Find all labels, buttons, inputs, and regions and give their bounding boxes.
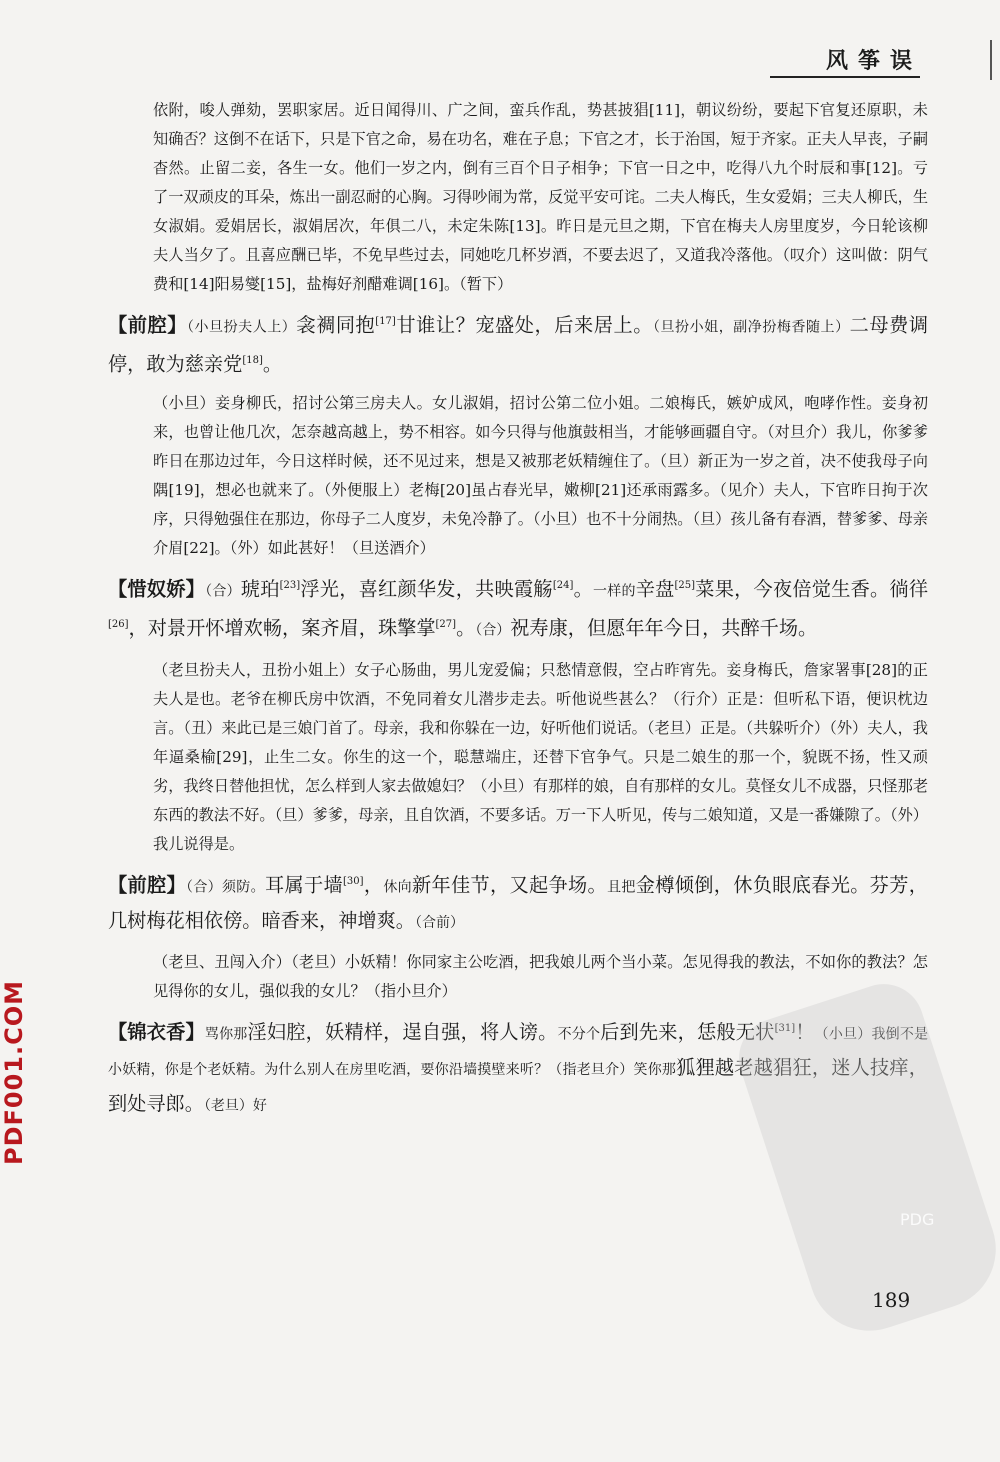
stage-direction: （小旦扮夫人上） — [186, 319, 297, 336]
lyric: 后到先来，恁般无状 — [600, 1020, 775, 1044]
aria-2 — [108, 569, 928, 648]
lyric: ，对景开怀增欢畅，案齐眉，珠擎掌 — [128, 616, 436, 640]
corner-mark — [972, 40, 992, 80]
stage-direction: 一样的 — [593, 583, 636, 600]
page-content — [108, 96, 928, 1131]
footnote-marker: [23] — [279, 579, 301, 591]
lyric: 。 — [456, 616, 476, 640]
lyric: 耳属于墙 — [264, 872, 343, 896]
lyric: 。 — [573, 577, 593, 601]
stage-direction: 不分个 — [557, 1026, 601, 1043]
stage-direction: （合）须防。 — [186, 878, 265, 895]
stage-direction: （老旦）好 — [203, 1098, 267, 1115]
watermark-text: PDF001.COM — [0, 979, 28, 1165]
stage-direction: （合） — [475, 622, 511, 639]
stage-direction: 且把 — [607, 878, 636, 895]
footnote-marker: [31] — [774, 1022, 796, 1034]
lyric: 新年佳节，又起争场。 — [411, 872, 608, 896]
lyric: 狐狸越老越猖狂，迷人技痒，到处寻郎。 — [108, 1056, 928, 1116]
lyric: 二母费调停，敢为慈亲党 — [108, 313, 929, 376]
tune-title: 【惜奴娇】 — [108, 577, 206, 601]
prose-paragraph-4: （老旦、丑闯入介）（老旦）小妖精！你同家主公吃酒，把我娘儿两个当小菜。怎见得我的教法，不如你的教法？怎见得你的女儿，强似我的女儿？（指小旦介） — [153, 952, 928, 1000]
footnote-marker: [25] — [674, 579, 696, 591]
lyric: ！ — [795, 1020, 815, 1044]
header-rule — [770, 76, 920, 78]
aria-1 — [108, 305, 928, 381]
footnote-marker: [26] — [108, 619, 129, 631]
aria-3 — [108, 865, 928, 940]
footnote-marker: [18] — [242, 355, 263, 367]
prose-paragraph-3: （老旦扮夫人，丑扮小姐上）女子心肠曲，男儿宠爱偏；只愁情意假，空占昨宵先。妾身梅氏，詹家署事[28]的正夫人是也。老爷在柳氏房中饮酒，不免同着女儿潜步走去。听他说些甚么？（行介）正是：但听私下语，便识枕边言。（丑）来此已是三娘门首了。母亲，我和你躲在一边，好听他们说话。（老旦）正是。（共躲听介）（外）夫人，我年逼桑榆[29]，止生二女。你生的这一个，聪慧端庄，还替下官争气。只是二娘生的那一个，貌既不扬，性又顽劣，我终日替他担忧，怎么样到人家去做媳妇？（小旦）有那样的娘，自有那样的女儿。莫怪女儿不成器，只怪那老东西的教法不好。（旦）爹爹，母亲，且自饮酒，不要多话。万一下人听见，传与二娘知道，又是一番嫌隙了。（外）我儿说得是。 — [153, 660, 928, 853]
lyric: 祝寿康，但愿年年今日，共醉千场。 — [510, 616, 818, 640]
tune-title: 【前腔】 — [108, 313, 187, 337]
stage-direction: （小旦）我倒不是小妖精，你是个老妖精。为什么别人在房里吃酒，要你沿墙摸壁来听？（指老旦介）笑你那 — [108, 1026, 929, 1079]
lyric: ， — [363, 872, 384, 896]
stage-direction: 骂你那 — [204, 1026, 248, 1043]
seal-text: PDG — [900, 1210, 935, 1229]
footnote-marker: [24] — [552, 579, 574, 591]
lyric: 淫妇腔，妖精样，逞自强，将人谤。 — [247, 1020, 558, 1044]
lyric: 菜果，今夜倍觉生香。徜徉 — [695, 577, 929, 601]
stage-direction: （旦扮小姐，副净扮梅香随上） — [652, 319, 850, 336]
lyric: 金樽倾倒，休负眼底春光。芬芳，几树梅花相依傍。暗香来，神增爽。 — [108, 872, 928, 932]
lyric: 。 — [262, 352, 283, 376]
lyric: 琥珀 — [240, 577, 280, 601]
header-title: 风筝误 — [825, 48, 922, 74]
prose-paragraph-2: （小旦）妾身柳氏，招讨公第三房夫人。女儿淑娟，招讨公第二位小姐。二娘梅氏，嫉妒成风，咆哮作性。妾身初来，也曾让他几次，怎奈越高越上，势不相容。如今只得与他旗鼓相当，才能够画疆自守。（对旦介）我儿，你爹爹昨日在那边过年，今日这样时候，还不见过来，想是又被那老妖精缠住了。（旦）新正为一岁之首，决不使我母子向隅[19]，想必也就来了。（外便服上）老梅[20]虽占春光早，嫩柳[21]还承雨露多。（见介）夫人，下官昨日拘于次序，只得勉强住在那边，你母子二人度岁，未免冷静了。（小旦）也不十分闹热。（旦）孩儿备有春酒，替爹爹、母亲介眉[22]。（外）如此甚好！（旦送酒介） — [153, 393, 928, 557]
footnote-marker: [30] — [342, 875, 364, 887]
tune-title: 【锦衣香】 — [108, 1020, 205, 1044]
lyric: 辛盘 — [635, 577, 675, 601]
lyric: 甘谁让？宠盛处，后来居上。 — [395, 313, 653, 337]
stage-direction: （合前） — [415, 914, 464, 931]
page-number: 189 — [872, 1288, 911, 1312]
footnote-marker: [27] — [435, 619, 457, 631]
tune-title: 【前腔】 — [108, 872, 187, 896]
footnote-marker: [17] — [375, 316, 396, 327]
lyric: 浮光，喜红颜华发，共映霞觞 — [300, 577, 553, 601]
watermark-seal — [729, 974, 1000, 1347]
stage-direction: （合） — [205, 583, 241, 600]
stage-direction: 休向 — [383, 878, 412, 895]
prose-paragraph-1: 依附，唆人弹劾，罢职家居。近日闻得川、广之间，蛮兵作乱，势甚披猖[11]，朝议纷纷，要起下官复还原职，未知确否？这倒不在话下，只是下官之命，易在功名，难在子息；下官之才，长于治国，短于齐家。正夫人早丧，子嗣杳然。止留二妾，各生一女。他们一岁之内，倒有三百个日子相争；下官一日之中，吃得八九个时辰和事[12]。亏了一双顽皮的耳朵，炼出一副忍耐的心胸。习得吵闹为常，反觉平安可诧。二夫人梅氏，生女爱娟；三夫人柳氏，生女淑娟。爱娟居长，淑娟居次，年俱二八，未定朱陈[13]。昨日是元旦之期，下官在梅夫人房里度岁，今日轮该柳夫人当夕了。且喜应酬已毕，不免早些过去，同她吃几杯岁酒，不要去迟了，又道我冷落他。（叹介）这叫做：阴气费和[14]阳易燮[15]，盐梅好剂醋难调[16]。（暂下） — [153, 101, 928, 293]
lyric: 衾裯同抱 — [296, 313, 376, 337]
